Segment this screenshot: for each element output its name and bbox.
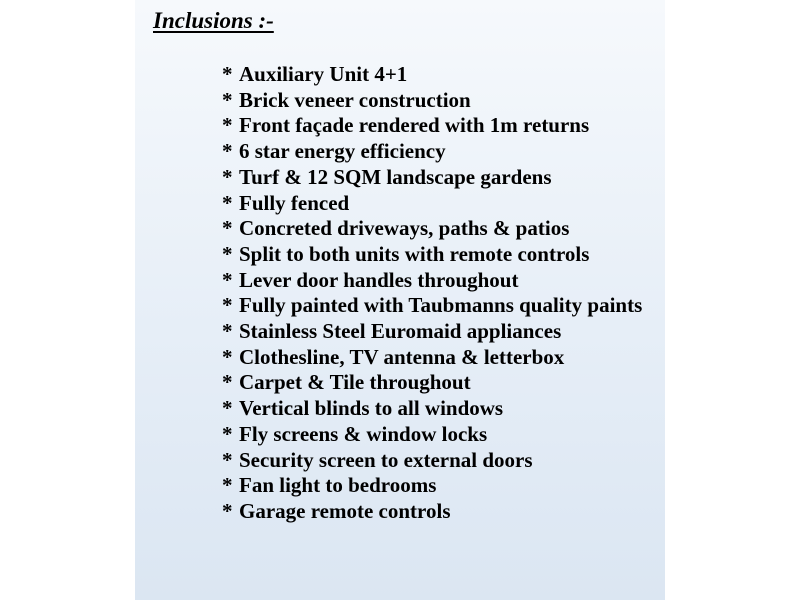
list-item-text: Vertical blinds to all windows xyxy=(239,396,504,421)
bullet-asterisk: * xyxy=(222,319,233,344)
list-item-text: Fly screens & window locks xyxy=(239,421,488,446)
bullet-asterisk: * xyxy=(222,498,233,523)
list-item xyxy=(222,396,662,422)
inclusions-heading: Inclusions :- xyxy=(153,8,274,33)
list-item-text: Auxiliary Unit 4+1 xyxy=(239,62,408,86)
bullet-asterisk: * xyxy=(222,344,233,369)
bullet-asterisk: * xyxy=(222,370,233,395)
bullet-asterisk: * xyxy=(222,396,233,421)
bullet-asterisk: * xyxy=(222,139,233,164)
bullet-asterisk: * xyxy=(222,241,233,266)
list-item xyxy=(222,448,662,474)
list-item-text: Garage remote controls xyxy=(239,498,451,523)
list-item xyxy=(222,473,662,499)
list-item xyxy=(222,319,662,345)
list-item xyxy=(222,191,662,217)
list-item-text: Brick veneer construction xyxy=(239,87,471,112)
list-item-text: Split to both units with remote controls xyxy=(239,241,590,266)
list-item-text: Concreted driveways, paths & patios xyxy=(239,216,570,241)
list-item xyxy=(222,293,662,319)
list-item xyxy=(222,62,662,88)
bullet-asterisk: * xyxy=(222,113,233,138)
list-item xyxy=(222,345,662,371)
list-item-text: Stainless Steel Euromaid appliances xyxy=(239,319,562,344)
bullet-asterisk: * xyxy=(222,447,233,472)
bullet-asterisk: * xyxy=(222,164,233,189)
list-item-text: Fully fenced xyxy=(239,190,350,215)
list-item-text: Security screen to external doors xyxy=(239,447,533,472)
list-item-text: Fully painted with Taubmanns quality paints xyxy=(239,293,643,318)
list-item-text: 6 star energy efficiency xyxy=(239,139,446,164)
inclusions-list xyxy=(222,62,662,525)
bullet-asterisk: * xyxy=(222,421,233,446)
list-item xyxy=(222,422,662,448)
bullet-asterisk: * xyxy=(222,87,233,112)
list-item xyxy=(222,499,662,525)
list-item-text: Turf & 12 SQM landscape gardens xyxy=(239,164,552,189)
list-item-text: Front façade rendered with 1m returns xyxy=(239,113,590,138)
bullet-asterisk: * xyxy=(222,62,233,86)
list-item xyxy=(222,268,662,294)
list-item-text: Fan light to bedrooms xyxy=(239,473,437,498)
bullet-asterisk: * xyxy=(222,293,233,318)
list-item xyxy=(222,242,662,268)
bullet-asterisk: * xyxy=(222,267,233,292)
list-item-text: Lever door handles throughout xyxy=(239,267,519,292)
list-item xyxy=(222,216,662,242)
list-item-text: Carpet & Tile throughout xyxy=(239,370,471,395)
bullet-asterisk: * xyxy=(222,216,233,241)
list-item xyxy=(222,88,662,114)
list-item xyxy=(222,113,662,139)
list-item xyxy=(222,139,662,165)
list-item-text: Clothesline, TV antenna & letterbox xyxy=(239,344,565,369)
list-item xyxy=(222,165,662,191)
bullet-asterisk: * xyxy=(222,473,233,498)
bullet-asterisk: * xyxy=(222,190,233,215)
list-item xyxy=(222,370,662,396)
